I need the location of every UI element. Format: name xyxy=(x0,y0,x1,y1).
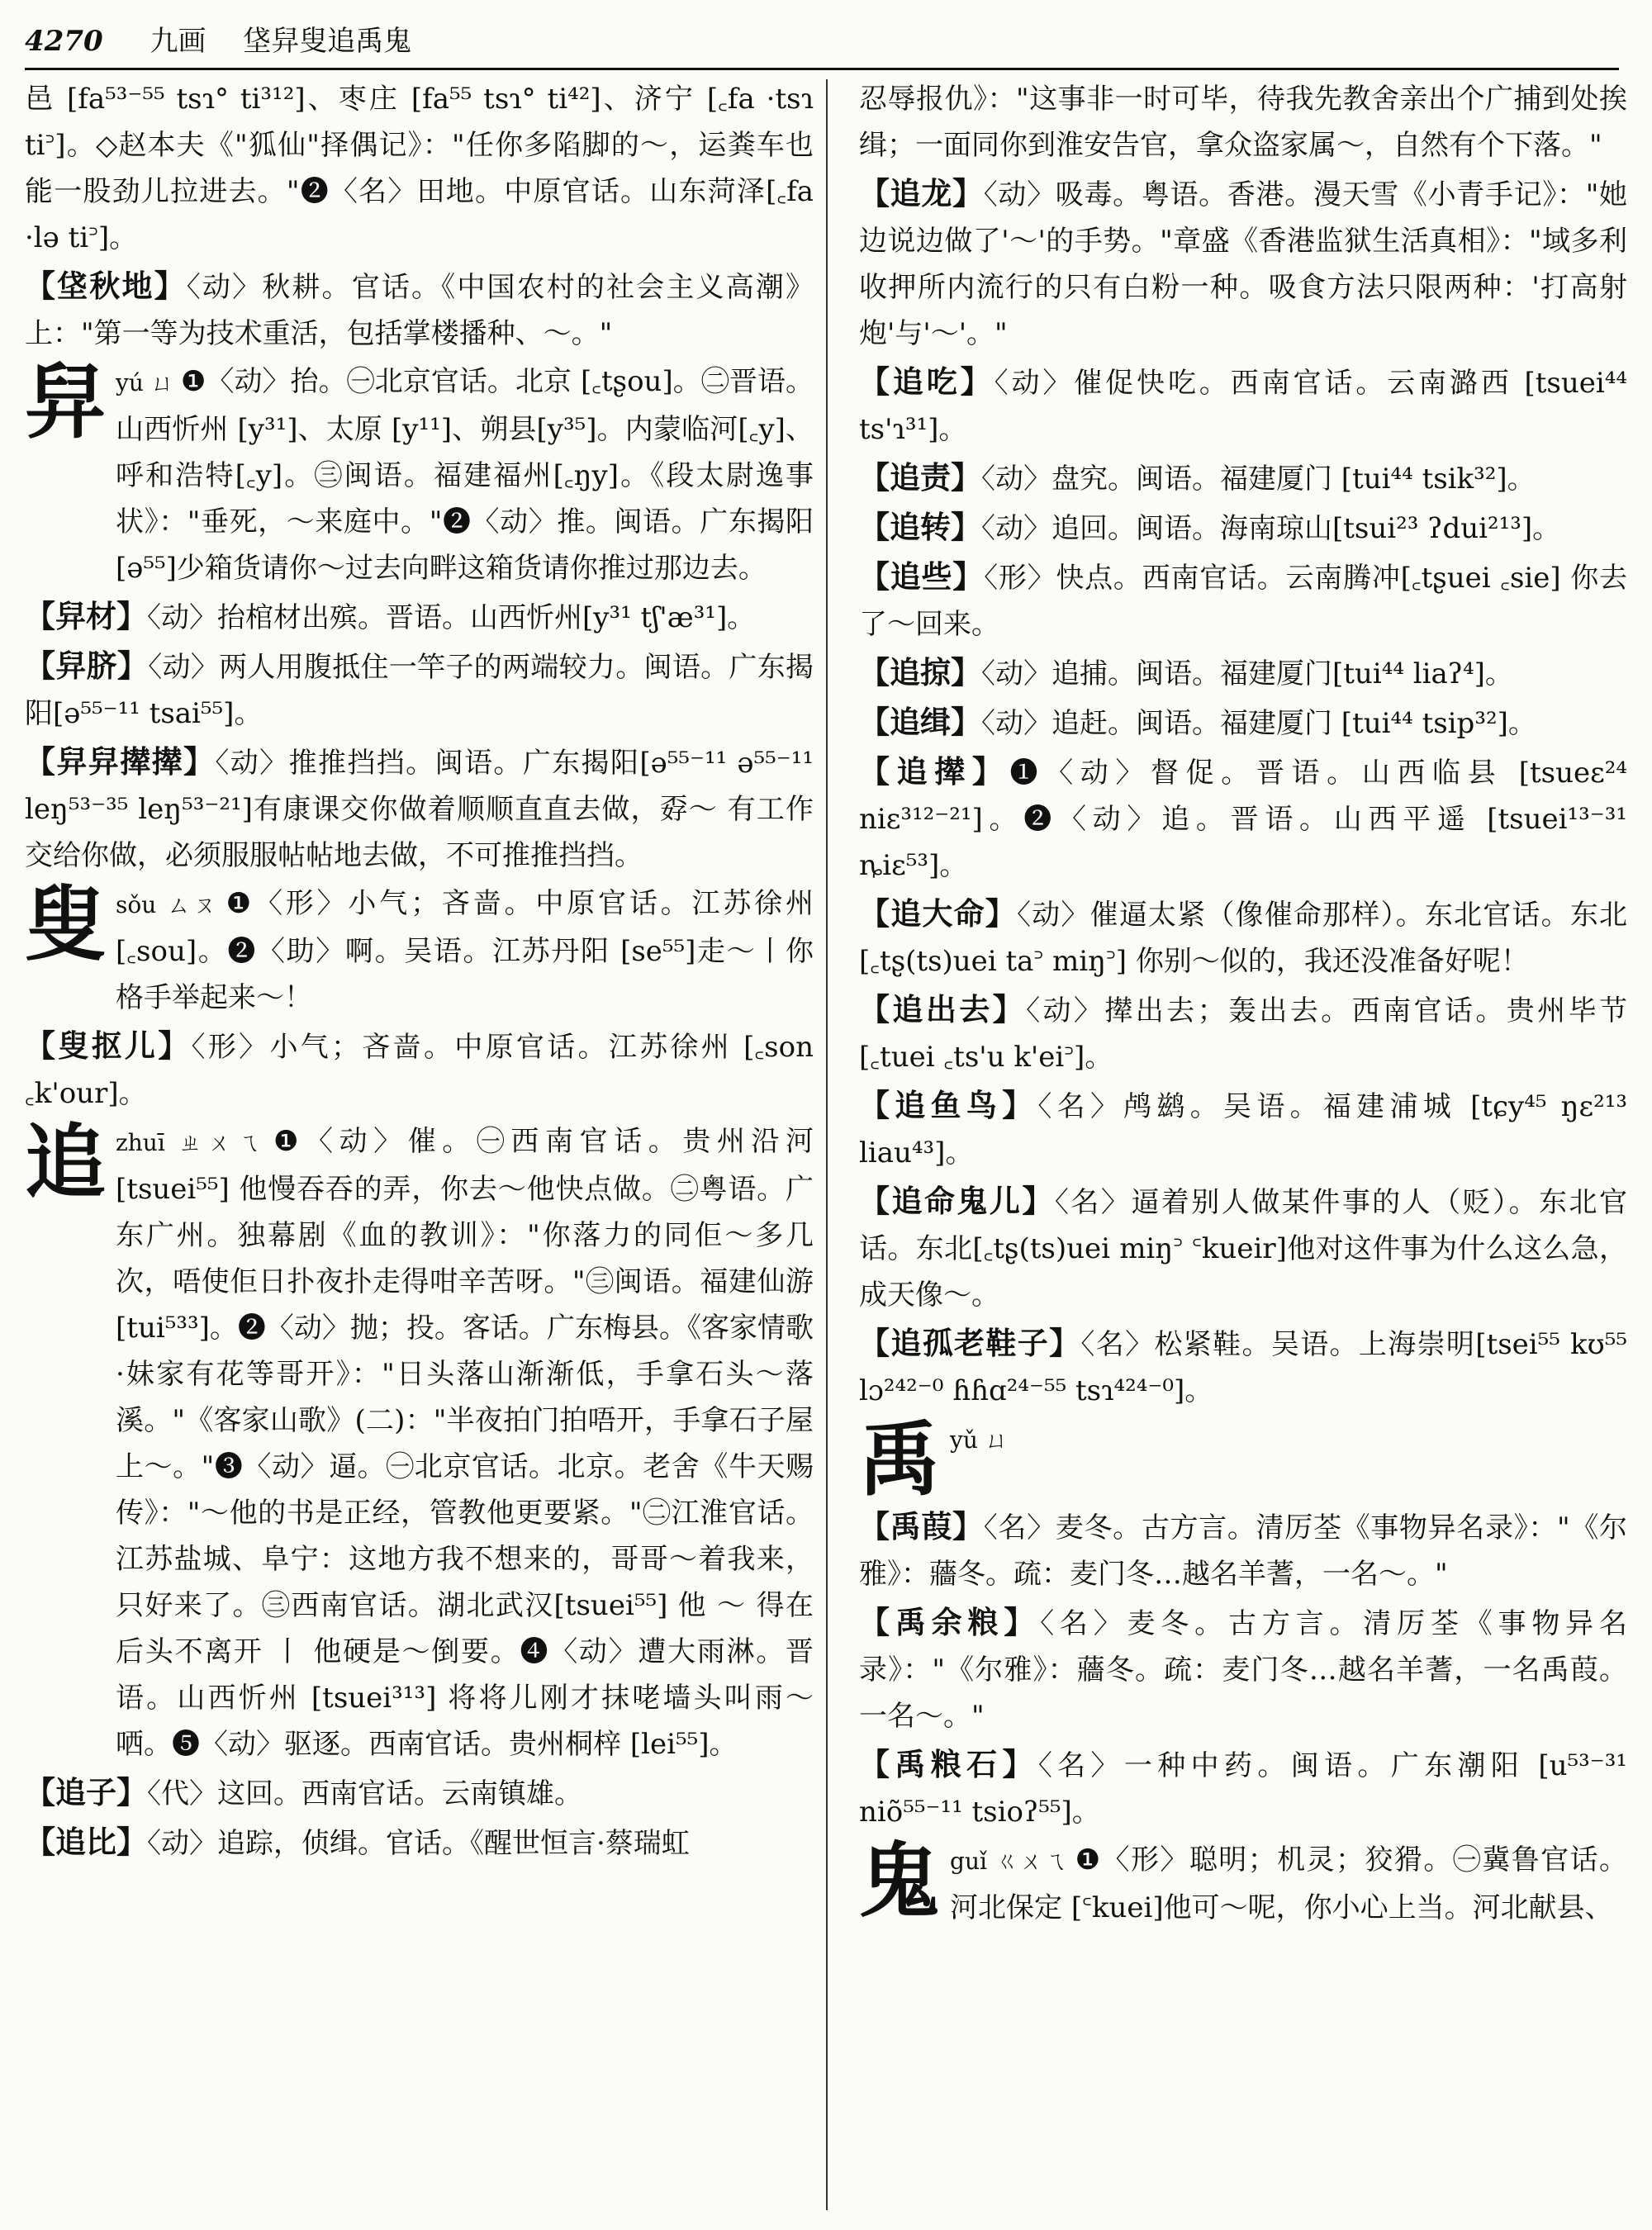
definition: ❶〈动〉抬。㊀北京官话。北京 [꜀tʂou]。㊁晋语。山西忻州 [y³¹]、太原 [y¹¹]、朔县[y³⁵]。内蒙临河[꜀y]、呼和浩特[꜀y]。㊂闽语。福建福州[꜀ŋy]。《段太尉逸事状》："垂死，～来庭中。"❷〈动〉推。闽语。广东揭阳 [ə⁵⁵]少箱货请你～过去向畔这箱货请你推过那边去。 xyxy=(116,365,814,585)
headword: 【追出去】 xyxy=(859,991,1027,1027)
char-entry xyxy=(859,1412,1627,1507)
word-entry xyxy=(25,1769,814,1817)
headword: 【追大命】 xyxy=(859,895,1017,932)
section-label: 九画 xyxy=(150,25,206,58)
headword: 【垡秋地】 xyxy=(25,268,187,304)
continued-entry xyxy=(859,76,1627,168)
word-entry xyxy=(859,1741,1627,1835)
entry-body xyxy=(950,1416,1627,1464)
headword: 【追孤老鞋子】 xyxy=(859,1325,1081,1361)
headword: 【追撵】 xyxy=(859,753,1010,790)
definition: ❶〈形〉小气；吝啬。中原官话。江苏徐州[꜀sou]。❷〈助〉啊。吴语。江苏丹阳 [se⁵⁵]走～丨你格手举起来～！ xyxy=(116,887,814,1014)
word-entry xyxy=(25,593,814,641)
entry-body xyxy=(116,880,814,1021)
word-entry xyxy=(859,649,1627,697)
word-entry xyxy=(25,643,814,737)
head-character: 叟 xyxy=(25,877,107,972)
right-column xyxy=(859,76,1627,1933)
definition: 〈动〉催促快吃。西南官话。云南潞西 [tsuei⁴⁴ ts'ɿ³¹]。 xyxy=(859,367,1627,446)
head-character: 舁 xyxy=(25,355,107,450)
header-chars: 垡舁叟追禹鬼 xyxy=(243,25,412,58)
word-entry xyxy=(859,1599,1627,1739)
definition: 〈形〉小气；吝啬。中原官话。江苏徐州 [꜀son ꜀k'our]。 xyxy=(25,1031,814,1110)
definition: 〈动〉追踪，侦缉。官话。《醒世恒言·蔡瑞虹 xyxy=(147,1827,690,1860)
headword: 【追鱼鸟】 xyxy=(859,1087,1038,1123)
headword: 【追转】 xyxy=(859,509,981,545)
word-entry xyxy=(859,748,1627,889)
word-entry xyxy=(859,986,1627,1080)
definition: 忍辱报仇》："这事非一时可毕，待我先教舍亲出个广捕到处挨缉；一面同你到淮安告官，拿众盗家属～，自然有个下落。" xyxy=(859,83,1627,162)
char-entry xyxy=(25,877,814,1021)
headword: 【舁材】 xyxy=(25,598,147,634)
definition: 〈名〉鸬鹚。吴语。福建浦城 [tɕy⁴⁵ ŋɛ²¹³ liau⁴³]。 xyxy=(859,1090,1628,1170)
word-entry xyxy=(859,553,1627,648)
definition: ❶〈动〉催。㊀西南官话。贵州沿河 [tsuei⁵⁵] 他慢吞吞的弄，你去～他快点做。㊁粤语。广东广州。独幕剧《血的教训》："你落力的同佢～多几次，唔使佢日扑夜扑走得咁辛苦呀。"㊂闽语。福建仙游 [tui⁵³³]。❷〈动〉抛；投。客话。广东梅县。《客家情歌·妹家有花等哥开》："日头落山渐渐低，手拿石头～落溪。"《客家山歌》(二)："半夜拍门拍唔开，手拿石子屋上～。"❸〈动〉逼。㊀北京官话。北京。老舍《牛天赐传》："～他的书是正经，管教他更要紧。"㊁江淮官话。江苏盐城、阜宁：这地方我不想来的，哥哥～着我来，只好来了。㊂西南官话。湖北武汉[tsuei⁵⁵] 他 ～ 得在后头不离开 丨 他硬是～倒要。❹〈动〉遭大雨淋。晋语。山西忻州 [tsuei³¹³] 将将儿刚才抹咾墙头叫雨～哂。❺〈动〉驱逐。西南官话。贵州桐梓 [lei⁵⁵]。 xyxy=(116,1125,814,1761)
definition: 〈名〉麦冬。古方言。清厉荃《事物异名录》："《尔雅》：蘠冬。疏：麦门冬…越名羊蓍，一名～。" xyxy=(859,1511,1628,1591)
word-entry xyxy=(859,890,1627,985)
pinyin: guǐ ㄍㄨㄟ xyxy=(950,1848,1069,1875)
pinyin: yǔ ㄩ xyxy=(950,1426,1009,1454)
definition: 〈动〉两人用腹抵住一竿子的两端较力。闽语。广东揭阳[ə⁵⁵⁻¹¹ tsai⁵⁵]。 xyxy=(25,651,814,730)
column-divider xyxy=(826,79,828,2210)
definition: 〈动〉盘究。闽语。福建厦门 [tui⁴⁴ tsik³²]。 xyxy=(981,463,1536,496)
char-entry xyxy=(25,1115,814,1767)
headword: 【追比】 xyxy=(25,1824,147,1860)
char-entry xyxy=(25,355,814,591)
definition: 〈动〉吸毒。粤语。香港。漫天雪《小青手记》："她边说边做了'～'的手势。"章盛《香港监狱生活真相》："域多利收押所内流行的只有白粉一种。吸食方法只限两种：'打高射炮'与'～'。" xyxy=(859,178,1628,350)
continued-entry xyxy=(25,76,814,261)
headword: 【追掠】 xyxy=(859,654,981,690)
word-entry xyxy=(859,454,1627,502)
entry-body xyxy=(950,1837,1627,1931)
headword: 【追些】 xyxy=(859,558,985,595)
definition: 〈名〉一种中药。闽语。广东潮阳 [u⁵³⁻³¹ niõ⁵⁵⁻¹¹ tsioʔ⁵⁵]。 xyxy=(859,1749,1628,1829)
headword: 【追命鬼儿】 xyxy=(859,1183,1055,1219)
page-number: 4270 xyxy=(25,25,103,58)
definition: 〈代〉这回。西南官话。云南镇雄。 xyxy=(147,1777,582,1810)
headword: 【追责】 xyxy=(859,459,981,496)
head-character: 追 xyxy=(25,1115,107,1210)
word-entry xyxy=(859,358,1627,453)
pinyin: zhuī ㄓㄨㄟ xyxy=(116,1129,267,1156)
headword: 【叟抠儿】 xyxy=(25,1027,192,1064)
headword: 【舁舁撵撵】 xyxy=(25,743,216,780)
left-column xyxy=(25,76,814,1868)
word-entry xyxy=(25,1022,814,1117)
word-entry xyxy=(859,1082,1627,1176)
definition: 邑 [fa⁵³⁻⁵⁵ tsɿ° ti³¹²]、枣庄 [fa⁵⁵ tsɿ° ti⁴²]、济宁 [꜀fa ·tsɿ ti꜄]。◇赵本夫《"狐仙"择偶记》："任你多陷脚的～，运粪车也能一股劲儿拉进去。"❷〈名〉田地。中原官话。山东菏泽[꜀fa ·lə ti꜄]。 xyxy=(25,83,814,254)
word-entry xyxy=(859,1320,1627,1414)
word-entry xyxy=(25,738,814,879)
entry-body xyxy=(116,358,814,591)
definition: 〈形〉快点。西南官话。云南腾冲[꜀tʂuei ꜀sie] 你去了～回来。 xyxy=(859,562,1628,641)
page-header xyxy=(25,15,1619,70)
definition: 〈动〉追捕。闽语。福建厦门[tui⁴⁴ liaʔ⁴]。 xyxy=(981,657,1513,690)
headword: 【追吃】 xyxy=(859,363,995,400)
definition: 〈名〉松紧鞋。吴语。上海崇明[tsei⁵⁵ kʊ⁵⁵ lɔ²⁴²⁻⁰ ɦɦɑ²⁴⁻⁵⁵ tsɿ⁴²⁴⁻⁰]。 xyxy=(859,1328,1627,1407)
char-entry xyxy=(859,1834,1627,1931)
definition: 〈名〉麦冬。古方言。清厉荃《事物异名录》："《尔雅》：蘠冬。疏：麦门冬…越名羊蓍，一名禹葭。一名～。" xyxy=(859,1607,1628,1733)
definition: 〈动〉追赶。闽语。福建厦门 [tui⁴⁴ tsip³²]。 xyxy=(981,707,1536,740)
definition: 〈名〉逼着别人做某件事的人（贬）。东北官话。东北[꜀tʂ(ts)uei miŋ꜄ ꜂kueir]他对这件事为什么这么急，成天像～。 xyxy=(859,1186,1628,1312)
head-character: 禹 xyxy=(859,1412,941,1507)
headword: 【追缉】 xyxy=(859,704,981,740)
word-entry xyxy=(859,1178,1627,1318)
headword: 【追龙】 xyxy=(859,175,984,211)
definition: ❶〈动〉督促。晋语。山西临县 [tsueɛ²⁴ niɛ³¹²⁻²¹]。❷〈动〉追。晋语。山西平遥 [tsuei¹³⁻³¹ ȵiɛ⁵³]。 xyxy=(859,757,1628,882)
headword: 【禹葭】 xyxy=(859,1508,984,1544)
definition: 〈动〉撵出去；轰出去。西南官话。贵州毕节 [꜀tuei ꜀ts'u k'ei꜄]。 xyxy=(859,994,1628,1074)
word-entry xyxy=(859,504,1627,552)
definition: 〈动〉秋耕。官话。《中国农村的社会主义高潮》上："第一等为技术重活，包括掌楼播种、～。" xyxy=(25,271,814,350)
word-entry xyxy=(859,699,1627,747)
pinyin: sǒu ㄙㄡ xyxy=(116,891,220,918)
definition: 〈动〉催逼太紧（像催命那样）。东北官话。东北 [꜀tʂ(ts)uei ta꜄ miŋ꜄] 你别～似的，我还没准备好呢！ xyxy=(859,899,1628,978)
word-entry xyxy=(25,263,814,357)
definition: ❶〈形〉聪明；机灵；狡猾。㊀冀鲁官话。河北保定 [꜂kuei]他可～呢，你小心上当。河北献县、 xyxy=(950,1843,1627,1924)
definition: 〈动〉抬棺材出殡。晋语。山西忻州[y³¹ tʃ'æ³¹]。 xyxy=(147,601,756,634)
word-entry xyxy=(859,1503,1627,1597)
headword: 【舁脐】 xyxy=(25,648,149,684)
headword: 【禹余粮】 xyxy=(859,1604,1041,1640)
headword: 【禹粮石】 xyxy=(859,1746,1038,1782)
head-character: 鬼 xyxy=(859,1834,941,1929)
pinyin: yú ㄩ xyxy=(116,369,174,396)
definition: 〈动〉追回。闽语。海南琼山[tsui²³ ʔdui²¹³]。 xyxy=(981,512,1561,545)
word-entry xyxy=(859,170,1627,357)
word-entry xyxy=(25,1819,814,1867)
entry-body xyxy=(116,1118,814,1767)
definition: 〈动〉推推挡挡。闽语。广东揭阳[ə⁵⁵⁻¹¹ ə⁵⁵⁻¹¹ leŋ⁵³⁻³⁵ leŋ⁵³⁻²¹]有康课交你做着顺顺直直去做，孬～ 有工作交给你做，必须服服帖帖地去做，不可推推挡挡。 xyxy=(25,747,814,872)
headword: 【追子】 xyxy=(25,1774,147,1810)
